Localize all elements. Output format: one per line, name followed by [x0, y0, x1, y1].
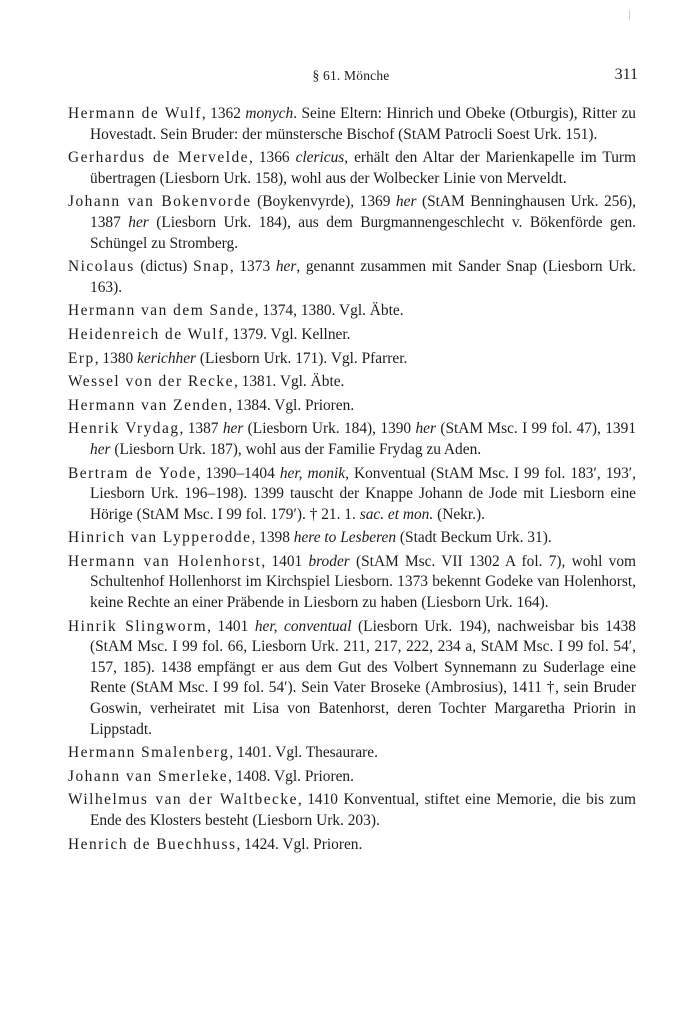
monk-description: , 1401 her, conventual (Liesborn Urk. 194), nachweisbar bis 1438 (StAM Msc. I 99 fol. 66, Liesborn Urk. 211, 217, 222, 234 a, StAM Msc. I 99 fol. 54′, 157, 185). 1438 empfängt er aus dem Gut des Volbert Synnemann zu Suderlage eine Rente (StAM Msc. I 99 fol. 54′). Sein Vater Broseke (Ambrosius), 1411 †, sein Bruder Goswin, verheiratet mit Lisa von Batenhorst, deren Tochter Margaretha Priorin in Lippstadt. [90, 617, 636, 738]
monk-entry [68, 617, 636, 741]
monk-name: Hermann Smalenberg [68, 744, 230, 762]
monk-name: Hinrik Slingworm [68, 617, 208, 635]
monk-description: , 1401. Vgl. Thesaurare. [229, 744, 378, 762]
monk-description: , 1398 here to Lesberen (Stadt Beckum Urk. 31). [251, 529, 552, 547]
monk-description: , 1424. Vgl. Prioren. [236, 835, 363, 853]
monk-entry [68, 325, 636, 346]
monk-name: Hermann van Zenden [68, 396, 229, 414]
monk-name: Henrik Vrydag [68, 420, 180, 438]
monk-entry [68, 790, 636, 831]
monk-description: , 1390–1404 her, monik, Konventual (StAM Msc. I 99 fol. 183′, 193′, Liesborn Urk. 196–198). 1399 tauscht der Knappe Johann de Jode mit Liesborn eine Hörige (StAM Msc. I 99 fol. 179′). † 21. 1. sac. et mon. (Nekr.). [90, 464, 636, 523]
monk-name: Erp [68, 349, 95, 367]
monk-entry [68, 148, 636, 189]
monk-name: Henrich de Buechhuss [68, 835, 237, 853]
monk-entry [68, 552, 636, 614]
scan-mark [629, 10, 630, 20]
monk-description: (Boykenvyrde), 1369 her (StAM Benninghausen Urk. 256), 1387 her (Liesborn Urk. 184), aus dem Burgmannengeschlecht v. Bökenförde gen. Schüngel zu Stromberg. [90, 193, 636, 252]
monk-entry [68, 192, 636, 254]
monk-entry [68, 835, 636, 856]
monk-description: , 1374, 1380. Vgl. Äbte. [254, 302, 404, 320]
page-number: 311 [614, 66, 638, 83]
monk-entry [68, 104, 636, 145]
monk-description: , 1381. Vgl. Äbte. [233, 373, 345, 391]
monk-entry [68, 767, 636, 788]
monk-name: Wessel von der Recke [68, 373, 234, 391]
monk-entry [68, 419, 636, 460]
monk-name: Hermann van dem Sande [68, 302, 255, 320]
monk-description: , 1384. Vgl. Prioren. [228, 396, 355, 414]
monk-list [68, 104, 636, 858]
monk-description: , 1362 monych. Seine Eltern: Hinrich und Obeke (Otburgis), Ritter zu Hovestadt. Sein Bruder: der münstersche Bischof (StAM Patrocli Soest Urk. 151). [90, 105, 636, 143]
monk-description: , 1387 her (Liesborn Urk. 184), 1390 her (StAM Msc. I 99 fol. 47), 1391 her (Liesborn Urk. 187), wohl aus der Familie Frydag zu Aden. [90, 420, 637, 458]
monk-name: Johann van Bokenvorde [68, 193, 252, 211]
monk-name: Hermann van Holenhorst [68, 552, 262, 570]
monk-entry [68, 257, 636, 298]
monk-name: Hermann de Wulf [68, 105, 202, 122]
monk-entry [68, 528, 636, 549]
monk-entry [68, 464, 636, 526]
monk-description: (dictus) Snap, 1373 her, genannt zusammen mit Sander Snap (Liesborn Urk. 163). [90, 258, 636, 296]
monk-description: , 1401 broder (StAM Msc. VII 1302 A fol. 7), wohl vom Schultenhof Hollenhorst im Kirchspiel Liesborn. 1373 bekennt Godeke van Holenhorst, keine Rechte an einer Präbende in Liesborn zu haben (Liesborn Urk. 164). [90, 552, 636, 612]
monk-description: , 1366 clericus, erhält den Altar der Marienkapelle im Turm übertragen (Liesborn Urk. 158), wohl aus der Wolbecker Linie von Merveldt. [90, 149, 637, 187]
monk-name: Wilhelmus van der Waltbecke [68, 791, 298, 809]
monk-name: Bertram de Yode [68, 464, 197, 482]
monk-name: Nicolaus [68, 258, 135, 276]
monk-description: , 1379. Vgl. Kellner. [224, 325, 351, 343]
monk-name: Heidenreich de Wulf [68, 325, 225, 343]
monk-description: , 1380 kerichher (Liesborn Urk. 171). Vgl. Pfarrer. [94, 349, 408, 367]
monk-name: Hinrich van Lypperodde [68, 529, 252, 547]
monk-entry [68, 349, 636, 370]
monk-entry [68, 301, 636, 322]
monk-entry [68, 743, 636, 764]
page-header [64, 68, 638, 90]
monk-entry [68, 372, 636, 393]
monk-name: Johann van Smerleke [68, 767, 229, 785]
monk-entry [68, 396, 636, 417]
monk-description: , 1410 Konventual, stiftet eine Memorie, die bis zum Ende des Klosters besteht (Liesborn Urk. 203). [90, 791, 636, 829]
monk-description: , 1408. Vgl. Prioren. [228, 767, 354, 785]
monk-name: Gerhardus de Mervelde [68, 149, 250, 167]
running-head: § 61. Mönche [312, 68, 390, 83]
